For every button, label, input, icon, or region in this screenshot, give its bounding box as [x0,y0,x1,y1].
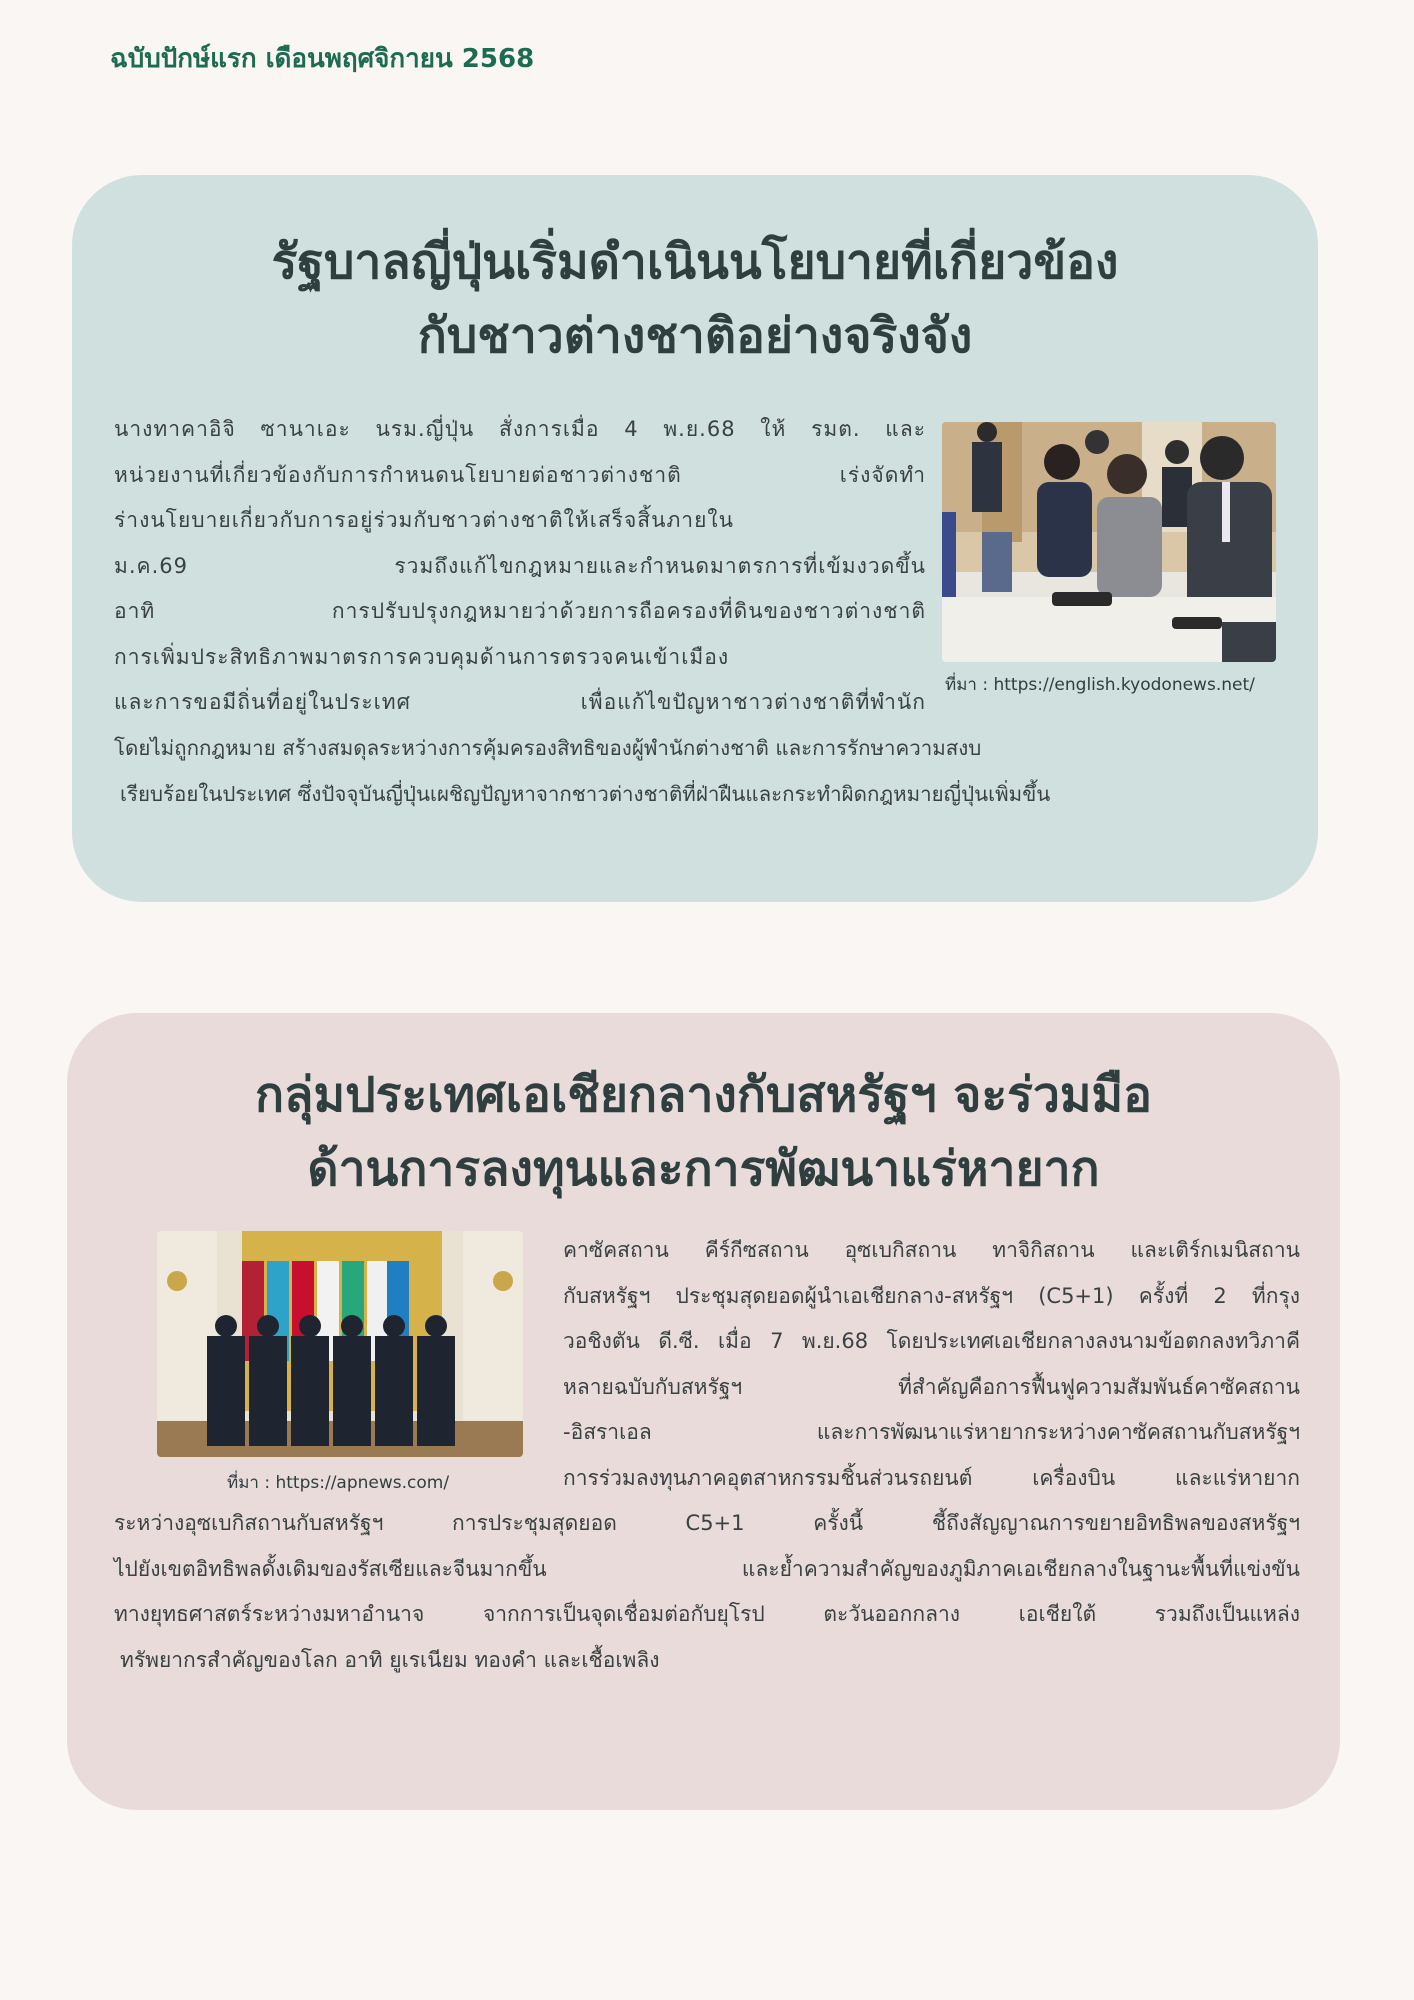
meeting-photo [942,422,1276,662]
summit-photo [157,1231,523,1457]
title-line: ด้านการลงทุนและการพัฒนาแร่หายาก [307,1141,1100,1197]
body-line: กับสหรัฐฯ ประชุมสุดยอดผู้นำเอเชียกลาง-สหรัฐฯ (C5+1) ครั้งที่ 2 ที่กรุง [563,1283,1300,1308]
photo-caption: ที่มา : https://apnews.com/ [227,1473,450,1493]
body-line: หลายฉบับกับสหรัฐฯ ที่สำคัญคือการฟื้นฟูความสัมพันธ์คาซัคสถาน [563,1374,1300,1399]
article-body-top [114,407,926,726]
body-line: คาซัคสถาน คีร์กีซสถาน อุซเบกิสถาน ทาจิกิสถาน และเติร์กเมนิสถาน [563,1238,1300,1262]
photo-caption: ที่มา : https://english.kyodonews.net/ [945,675,1255,695]
title-line: กลุ่มประเทศเอเชียกลางกับสหรัฐฯ จะร่วมมือ [254,1067,1153,1123]
article-title [67,1058,1340,1206]
article-body-bottom [114,1501,1300,1683]
article-body-bottom [114,726,1264,817]
body-line: ทางยุทธศาสตร์ระหว่างมหาอำนาจ จากการเป็นจุดเชื่อมต่อกับยุโรป ตะวันออกกลาง เอเชียใต้ รวมถึงเป็นแหล่ง [114,1602,1300,1626]
body-line: ทรัพยากรสำคัญของโลก อาทิ ยูเรเนียม ทองคำ และเชื้อเพลิง [120,1647,660,1672]
issue-header: ฉบับปักษ์แรก เดือนพฤศจิกายน 2568 [110,44,535,74]
body-line: หน่วยงานที่เกี่ยวข้องกับการกำหนดนโยบายต่อชาวต่างชาติ เร่งจัดทำ [114,462,926,487]
title-line: กับชาวต่างชาติอย่างจริงจัง [417,308,973,364]
article-card-japan [72,175,1318,902]
article-card-central-asia [67,1013,1340,1810]
article-title [72,225,1318,373]
body-line: วอชิงตัน ดี.ซี. เมื่อ 7 พ.ย.68 โดยประเทศเอเชียกลางลงนามข้อตกลงทวิภาคี [563,1329,1300,1353]
body-line: การเพิ่มประสิทธิภาพมาตรการควบคุมด้านการตรวจคนเข้าเมือง [114,644,730,669]
body-line: และการขอมีถิ่นที่อยู่ในประเทศ เพื่อแก้ไขปัญหาชาวต่างชาติที่พำนัก [114,690,926,714]
body-line: ระหว่างอุซเบกิสถานกับสหรัฐฯ การประชุมสุดยอด C5+1 ครั้งนี้ ชี้ถึงสัญญาณการขยายอิทธิพลของสหรัฐฯ [114,1511,1300,1535]
body-line: อาทิ การปรับปรุงกฎหมายว่าด้วยการถือครองที่ดินของชาวต่างชาติ [114,599,926,623]
body-line: นางทาคาอิจิ ซานาเอะ นรม.ญี่ปุ่น สั่งการเมื่อ 4 พ.ย.68 ให้ รมต. และ [114,417,926,441]
body-line: ไปยังเขตอิทธิพลดั้งเดิมของรัสเซียและจีนมากขึ้น และย้ำความสำคัญของภูมิภาคเอเชียกลางในฐานะพื้นที่แข่งขัน [114,1556,1300,1581]
body-line: เรียบร้อยในประเทศ ซึ่งปัจจุบันญี่ปุ่นเผชิญปัญหาจากชาวต่างชาติที่ฝ่าฝืนและกระทำผิดกฎหมายญี่ปุ่นเพิ่มขึ้น [120,781,1051,806]
body-line: -อิสราเอล และการพัฒนาแร่หายากระหว่างคาซัคสถานกับสหรัฐฯ [563,1420,1300,1444]
title-line: รัฐบาลญี่ปุ่นเริ่มดำเนินนโยบายที่เกี่ยวข้อง [271,234,1119,290]
article-body-right [563,1228,1300,1501]
body-line: โดยไม่ถูกกฎหมาย สร้างสมดุลระหว่างการคุ้มครองสิทธิของผู้พำนักต่างชาติ และการรักษาความสงบ [114,736,982,760]
body-line: การร่วมลงทุนภาคอุตสาหกรรมชิ้นส่วนรถยนต์ เครื่องบิน และแร่หายาก [563,1465,1300,1490]
body-line: ม.ค.69 รวมถึงแก้ไขกฎหมายและกำหนดมาตรการที่เข้มงวดขึ้น [114,553,926,578]
body-line: ร่างนโยบายเกี่ยวกับการอยู่ร่วมกับชาวต่างชาติให้เสร็จสิ้นภายใน [114,508,734,532]
